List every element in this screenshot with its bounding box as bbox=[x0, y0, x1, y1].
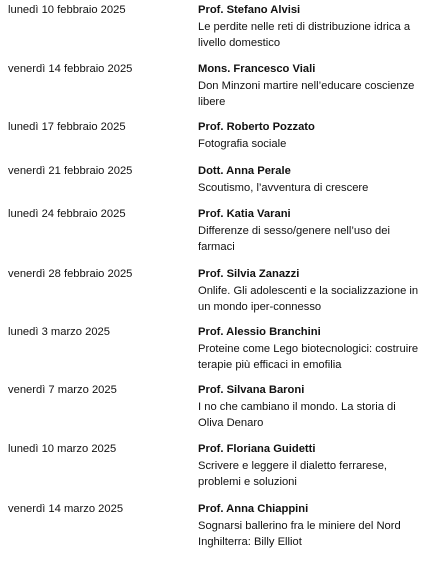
entry-title: Differenze di sesso/genere nell’uso dei farmaci bbox=[198, 225, 390, 253]
entry-date: venerdì 14 marzo 2025 bbox=[8, 503, 124, 515]
entry-title: Proteine come Lego biotecnologici: costruire terapie più efficaci in emofilia bbox=[198, 343, 419, 371]
entry-speaker: Prof. Roberto Pozzato bbox=[198, 121, 315, 133]
entry-title: Don Minzoni martire nell’educare coscienze libere bbox=[198, 80, 415, 108]
entry-details bbox=[198, 119, 424, 152]
entry-details bbox=[198, 324, 424, 373]
entry-details bbox=[198, 163, 424, 196]
entry-date: lunedì 10 marzo 2025 bbox=[8, 443, 117, 455]
entry-details bbox=[198, 2, 424, 51]
entry-speaker: Prof. Silvana Baroni bbox=[198, 384, 305, 396]
entry-title: Scrivere e leggere il dialetto ferrarese, problemi e soluzioni bbox=[198, 460, 388, 488]
entry-date: venerdì 14 febbraio 2025 bbox=[8, 63, 133, 75]
entry-speaker: Prof. Anna Chiappini bbox=[198, 503, 309, 515]
entry-speaker: Prof. Alessio Branchini bbox=[198, 326, 321, 338]
entry-title: Le perdite nelle reti di distribuzione idrica a livello domestico bbox=[198, 21, 411, 49]
entry-date: venerdì 28 febbraio 2025 bbox=[8, 268, 133, 280]
entry-details bbox=[198, 61, 424, 110]
entry-title: Scoutismo, l’avventura di crescere bbox=[198, 182, 369, 194]
entry-speaker: Prof. Floriana Guidetti bbox=[198, 443, 316, 455]
entry-date: lunedì 10 febbraio 2025 bbox=[8, 4, 126, 16]
entry-speaker: Prof. Stefano Alvisi bbox=[198, 4, 301, 16]
entry-title: Fotografia sociale bbox=[198, 138, 287, 150]
entry-details bbox=[198, 382, 424, 431]
entry-title: I no che cambiano il mondo. La storia di Oliva Denaro bbox=[198, 401, 396, 429]
entry-speaker: Mons. Francesco Viali bbox=[198, 63, 316, 75]
entry-date: lunedì 24 febbraio 2025 bbox=[8, 208, 126, 220]
entry-date: venerdì 21 febbraio 2025 bbox=[8, 165, 133, 177]
entry-date: lunedì 3 marzo 2025 bbox=[8, 326, 110, 338]
entry-date: venerdì 7 marzo 2025 bbox=[8, 384, 117, 396]
entry-title: Onlife. Gli adolescenti e la socializzazione in un mondo iper-connesso bbox=[198, 285, 419, 313]
entry-date: lunedì 17 febbraio 2025 bbox=[8, 121, 126, 133]
entry-speaker: Prof. Katia Varani bbox=[198, 208, 291, 220]
entry-details bbox=[198, 441, 424, 490]
entry-details bbox=[198, 206, 424, 255]
entry-speaker: Dott. Anna Perale bbox=[198, 165, 291, 177]
entry-speaker: Prof. Silvia Zanazzi bbox=[198, 268, 300, 280]
entry-title: Sognarsi ballerino fra le miniere del Nord Inghilterra: Billy Elliot bbox=[198, 520, 401, 548]
entry-details bbox=[198, 501, 424, 550]
entry-details bbox=[198, 266, 424, 315]
